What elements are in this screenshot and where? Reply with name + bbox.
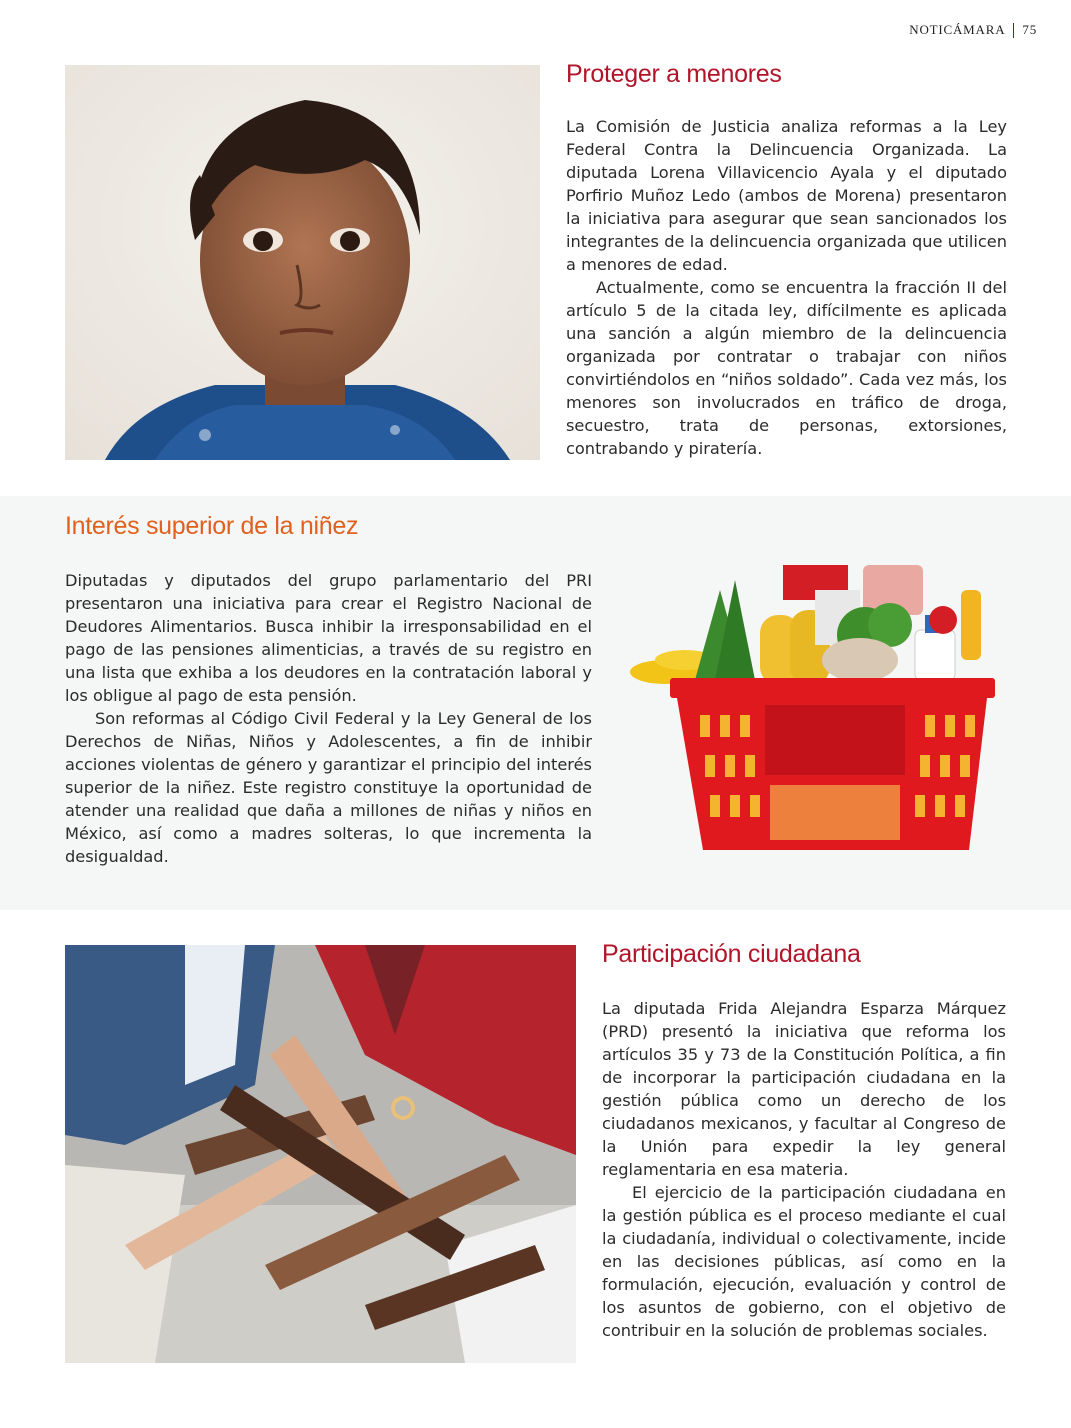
section-proteger-menores: [566, 60, 1007, 460]
grocery-basket-photo: [625, 560, 1000, 865]
header-divider: [1013, 23, 1014, 38]
paragraph: Diputadas y diputados del grupo parlamentario del PRI presentaron una iniciativa para crear el Registro Nacional de Deudores Alimentarios. Busca inhibir la irresponsabilidad en el pago de las pensiones alimenticias, a través de su registro en una lista que exhiba a los deudores en la contratación laboral y los obligue al pago de esta pensión.: [65, 571, 592, 705]
paragraph: La diputada Frida Alejandra Esparza Márquez (PRD) presentó la iniciativa que reforma los artículos 35 y 73 de la Constitución Política, a fin de incorporar la participación ciudadana en la gestión pública como un derecho de los ciudadanos mexicanos, y facultar al Congreso de la Unión para expedir la ley general reglamentaria en esa materia.: [602, 999, 1006, 1179]
paragraph: Actualmente, como se encuentra la fracción II del artículo 5 de la citada ley, difícilmente es aplicada una sanción a algún miembro de la delincuencia organizada por contratar o trabajar con niños convirtiéndolos en “niños soldado”. Cada vez más, los menores son involucrados en tráfico de droga, secuestro, trata de personas, extorsiones, contrabando y piratería.: [566, 278, 1007, 458]
page-header: [909, 22, 1037, 38]
page-number: 75: [1022, 22, 1037, 37]
paragraph: Son reformas al Código Civil Federal y la Ley General de los Derechos de Niñas, Niños y Adolescentes, a fin de inhibir acciones violentas de género y garantizar el principio del interés superior de la niñez. Este registro constituye la oportunidad de atender una realidad que daña a millones de niñas y niños en México, así como a madres solteras, lo que incrementa la desigualdad.: [65, 709, 592, 866]
section-body: [602, 997, 1006, 1342]
section-title: Participación ciudadana: [602, 940, 861, 968]
section-title: Interés superior de la niñez: [65, 512, 359, 540]
section-body: [65, 569, 592, 868]
section-participacion-ciudadana: [602, 940, 1006, 1342]
magazine-name: NOTICÁMARA: [909, 22, 1006, 37]
paragraph: El ejercicio de la participación ciudadana en la gestión pública es el proceso mediante el cual la ciudadanía, individual o colectivamente, incide en las decisiones públicas, así como en la formulación, ejecución, evaluación y control de los asuntos de gobierno, con el objetivo de contribuir en la solución de problemas sociales.: [602, 1183, 1006, 1340]
linked-hands-photo: [65, 945, 576, 1363]
section-body: [566, 115, 1007, 460]
section-title: Proteger a menores: [566, 60, 782, 88]
paragraph: La Comisión de Justicia analiza reformas a la Ley Federal Contra la Delincuencia Organizada. La diputada Lorena Villavicencio Ayala y el diputado Porfirio Muñoz Ledo (ambos de Morena) presentaron la iniciativa para asegurar que sean sancionados los integrantes de la delincuencia organizada que utilicen a menores de edad.: [566, 117, 1007, 274]
section-interes-superior: [65, 512, 592, 868]
child-portrait-photo: [65, 65, 540, 460]
